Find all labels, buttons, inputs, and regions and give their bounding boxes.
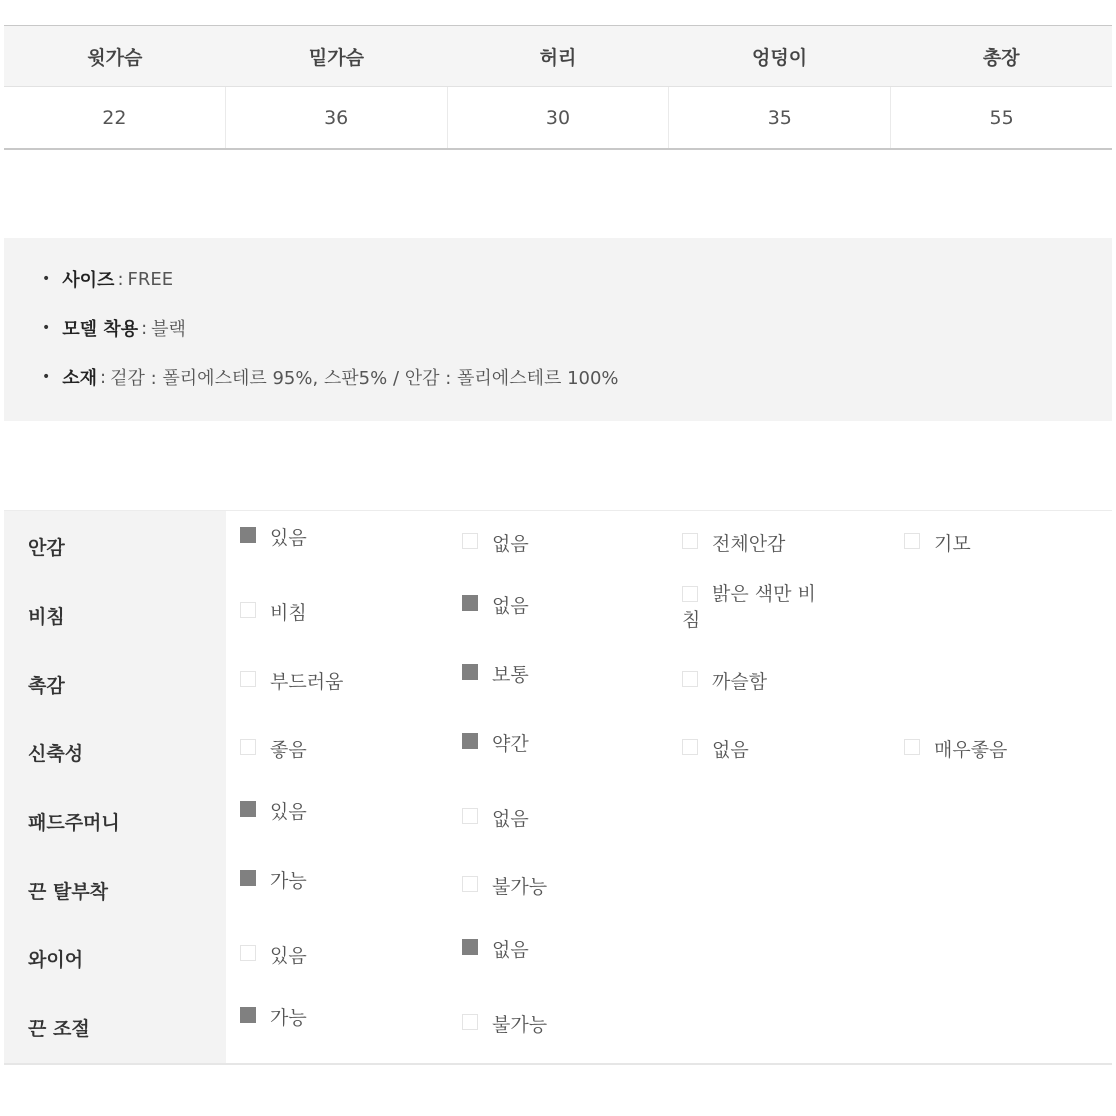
option-label: 있음 [270,801,307,823]
option-label: 전체안감 [712,533,786,555]
option-strap-adjust-no[interactable] [462,1010,547,1037]
size-header-length: 총장 [982,46,1020,69]
option-label: 좋음 [270,739,307,761]
option-sheer-light-only[interactable] [682,581,832,633]
attribute-label-wire: 와이어 [28,949,84,971]
option-label: 없음 [712,739,749,761]
option-label: 부드러움 [270,671,344,693]
option-label: 밝은 색만 비침 [682,583,816,631]
checkbox-icon[interactable] [682,586,698,602]
option-pad-pocket-yes[interactable] [240,797,307,824]
option-label: 가능 [270,1007,307,1029]
option-lining-full[interactable] [682,529,785,556]
option-label: 있음 [270,527,307,549]
option-label: 불가능 [492,1014,548,1036]
option-label: 없음 [492,595,529,617]
checkbox-checked-icon[interactable] [240,801,256,817]
checkbox-checked-icon[interactable] [462,939,478,955]
checkbox-icon[interactable] [462,1014,478,1030]
bullet-icon: • [42,369,51,385]
option-label: 불가능 [492,876,548,898]
option-wire-yes[interactable] [240,941,307,968]
checkbox-icon[interactable] [682,739,698,755]
info-label: 소재 [62,368,98,389]
option-wire-none[interactable] [462,935,529,962]
option-label: 비침 [270,602,307,624]
option-label: 약간 [492,733,529,755]
option-label: 있음 [270,945,307,967]
checkbox-icon[interactable] [462,533,478,549]
option-stretch-slight[interactable] [462,729,529,756]
option-pad-pocket-none[interactable] [462,804,529,831]
info-separator: : [117,268,124,290]
option-label: 보통 [492,664,529,686]
option-label: 없음 [492,939,529,961]
size-header-upper-chest: 윗가슴 [87,46,143,69]
checkbox-checked-icon[interactable] [462,595,478,611]
checkbox-icon[interactable] [682,671,698,687]
option-label: 가능 [270,870,307,892]
option-texture-normal[interactable] [462,660,529,687]
attribute-table [4,510,1112,1065]
size-value-upper-chest: 22 [102,106,127,129]
attribute-label-strap-detach: 끈 탈부착 [28,881,109,903]
info-value: FREE [127,268,174,290]
checkbox-icon[interactable] [462,876,478,892]
option-stretch-none[interactable] [682,735,749,762]
info-item-size [42,266,173,292]
option-texture-soft[interactable] [240,667,343,694]
checkbox-icon[interactable] [240,602,256,618]
option-lining-fleece[interactable] [904,529,971,556]
checkbox-checked-icon[interactable] [240,870,256,886]
option-strap-detach-yes[interactable] [240,866,307,893]
attribute-label-sheerness: 비침 [28,606,65,628]
attribute-label-strap-adjust: 끈 조절 [28,1018,90,1040]
attribute-label-lining: 안감 [28,537,65,559]
checkbox-icon[interactable] [240,739,256,755]
checkbox-icon[interactable] [240,671,256,687]
checkbox-checked-icon[interactable] [462,733,478,749]
option-label: 없음 [492,808,529,830]
attribute-label-pad-pocket: 패드주머니 [28,812,120,834]
option-label: 기모 [934,533,971,555]
checkbox-checked-icon[interactable] [240,1007,256,1023]
option-label: 까슬함 [712,671,768,693]
bullet-icon: • [42,271,51,287]
size-table-row [4,87,1112,148]
option-lining-none[interactable] [462,529,529,556]
size-header-under-chest: 밑가슴 [308,46,364,69]
size-table [4,25,1112,150]
option-lining-yes[interactable] [240,523,307,550]
info-value: 겉감 : 폴리에스테르 95%, 스판5% / 안감 : 폴리에스테르 100% [110,368,619,389]
size-header-waist: 허리 [539,46,577,69]
checkbox-checked-icon[interactable] [240,527,256,543]
info-label: 사이즈 [62,270,115,291]
attribute-label-stretch: 신축성 [28,743,84,765]
checkbox-icon[interactable] [462,808,478,824]
option-strap-adjust-yes[interactable] [240,1003,307,1030]
size-value-waist: 30 [447,87,669,148]
bullet-icon: • [42,320,51,336]
option-sheer-none[interactable] [462,591,529,618]
size-value-hip: 35 [668,87,890,148]
info-item-material [42,364,619,390]
option-strap-detach-no[interactable] [462,872,547,899]
option-label: 매우좋음 [934,739,1008,761]
attribute-label-column [4,511,226,1063]
info-value: 블랙 [151,319,186,340]
info-separator: : [141,317,148,339]
option-sheer-yes[interactable] [240,598,307,625]
info-separator: : [100,366,107,388]
size-value-length: 55 [890,87,1112,148]
option-label: 없음 [492,533,529,555]
option-stretch-very-good[interactable] [904,735,1007,762]
checkbox-icon[interactable] [904,533,920,549]
info-item-model-wear [42,315,186,341]
checkbox-checked-icon[interactable] [462,664,478,680]
checkbox-icon[interactable] [904,739,920,755]
option-stretch-good[interactable] [240,735,307,762]
checkbox-icon[interactable] [240,945,256,961]
size-table-header [4,26,1112,87]
size-header-hip: 엉덩이 [752,46,808,69]
info-label: 모델 착용 [62,319,139,340]
product-info-box [4,238,1112,421]
option-texture-rough[interactable] [682,667,767,694]
checkbox-icon[interactable] [682,533,698,549]
attribute-label-texture: 촉감 [28,675,65,697]
size-value-under-chest: 36 [225,87,447,148]
